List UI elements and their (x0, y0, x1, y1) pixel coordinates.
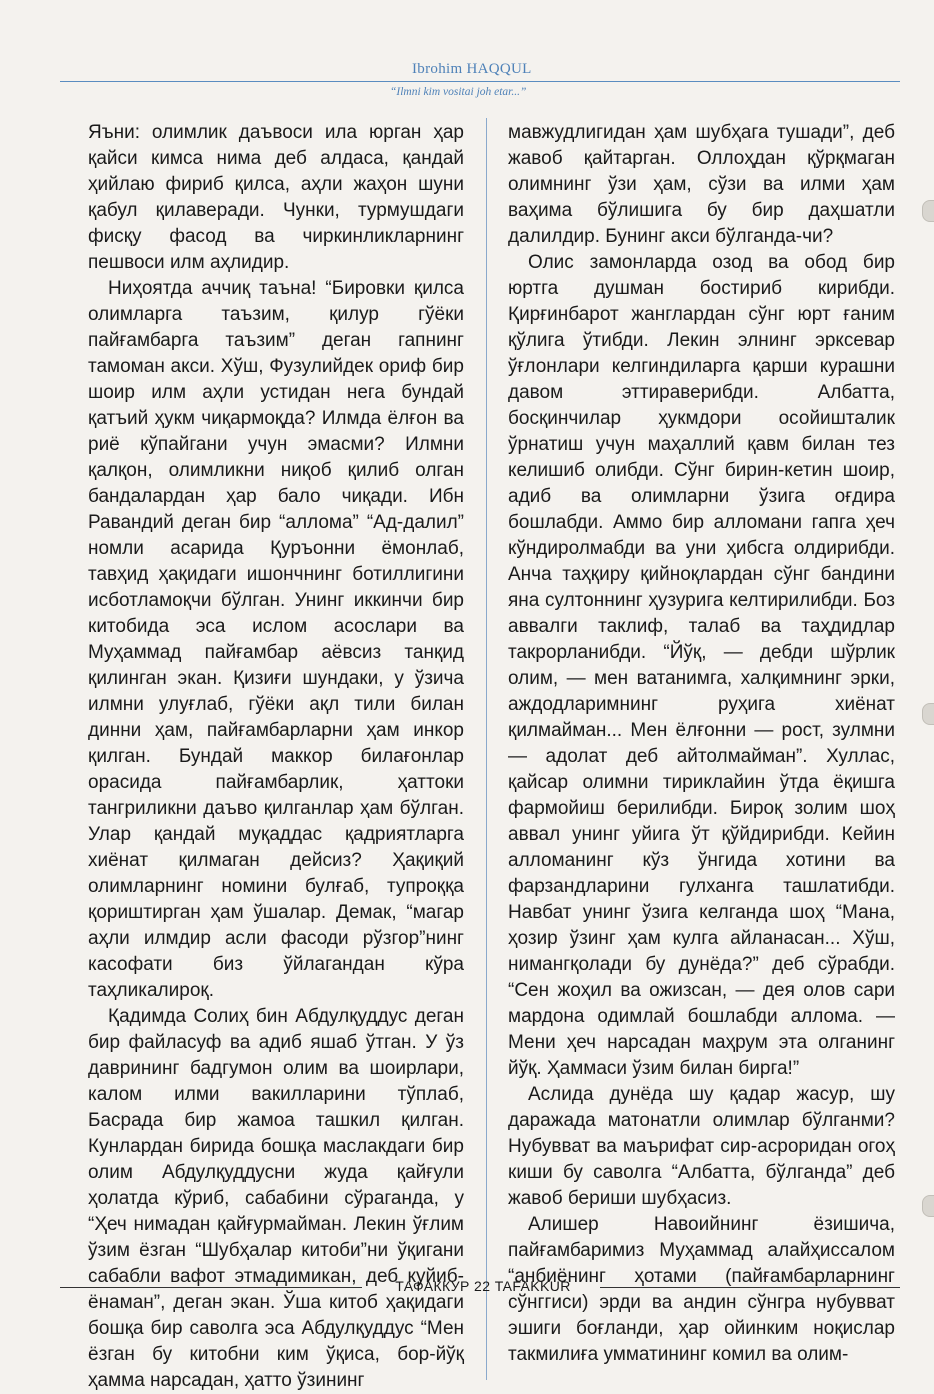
page-number: ТАФАККУР 22 TAFAKKUR (395, 1278, 571, 1294)
header-subtitle: “Ilmni kim vositai joh etar...” (390, 86, 527, 98)
paragraph: Аслида дунёда шу қадар жасур, шу даражада матонатли олимлар бўлганми? Нубувват ва маърифат сир-асроридан огоҳ киши бу саволга “Албатта, бўлганда” деб жавоб бериши шубҳасиз. (508, 1084, 895, 1209)
paragraph: Алишер Навоийнинг ёзишича, пайғамбаримиз Муҳаммад алайҳиссалом “анбиёнинг ҳотами (пайғамбарларнинг сўнггиси) эрди ва андин сўнгра нубувват эшиги боғланди, ҳар ойинким ноқислар такмилиға умматининг комил ва олим- (508, 1214, 895, 1365)
right-column (508, 120, 895, 1368)
header-author: Ibrohim HAQQUL (412, 61, 532, 77)
paragraph: мавжудлигидан ҳам шубҳага тушади”, деб жавоб қайтарган. Оллоҳдан қўрқмаган олимнинг ўзи ҳам, сўзи ва илми ҳам ваҳима бўлишига бу бир даҳшатли далилдир. Бунинг акси бўлганда-чи? (508, 122, 895, 247)
punch-hole (922, 1195, 934, 1217)
footer-rule-right (600, 1287, 900, 1288)
page-footer (60, 1276, 900, 1300)
header-rule (60, 81, 900, 82)
footer-rule-left (60, 1287, 362, 1288)
paragraph: Ниҳоятда аччиқ таъна! “Бировки қилса олимларга таъзим, қилур гўёки пайғамбарга таъзим” деган гапнинг тамоман акси. Хўш, Фузулийдек ориф бир шоир илм аҳли устидан нега бундай қатъий ҳукм чиқармоқда? Илмда ёлғон ва риё кўпайгани учун эмасми? Илмни қалқон, олимликни ниқоб қилиб олган бандалардан ҳар бало чиқади. Ибн Равандий деган бир “аллома” “Ад-далил” номли асарида Қуръонни ёмонлаб, тавҳид ҳақидаги ишончнинг ботиллигини исботламоқчи бўлган. Унинг иккинчи бир китобида эса ислом асослари ва Муҳаммад пайғамбар аёвсиз танқид қилинган экан. Қизиғи шундаки, у ўзича илмни улуғлаб, гўёки ақл тили билан динни ҳам, пайғамбарларни ҳам инкор қилган. Бундай маккор билағонлар орасида пайғамбарлик, ҳаттоки тангриликни даъво қилганлар ҳам бўлган. Улар қандай муқаддас қадриятларга хиёнат қилмаган дейсиз? Ҳақиқий олимларнинг номини булғаб, тупроққа қориштирган ҳам ўшалар. Демак, “магар аҳли илмдир асли фасоди рўзгор”нинг касофати биз ўйлагандан кўра таҳликалироқ. (88, 278, 464, 1001)
paragraph: Олис замонларда озод ва обод бир юртга душман бостириб кирибди. Қирғинбарот жанглардан сўнг юрт ғаним қўлига ўтибди. Лекин элнинг эрксевар ўғлонлари келгиндиларга қарши курашни давом эттираверибди. Албатта, босқинчилар ҳукмдори осойишталик ўрнатиш учун маҳаллий қавм билан тез келишиб олибди. Сўнг бирин-кетин шоир, адиб ва олимларни ўзига оғдира бошлабди. Аммо бир алломани гапга ҳеч кўндиролмабди ва уни ҳибсга олдирибди. Анча таҳқиру қийноқлардан сўнг бандини яна султоннинг ҳузурига келтирилибди. Боз аввалги таклиф, талаб ва таҳдидлар такрорланибди. “Йўқ, — дебди шўрлик олим, — мен ватанимга, халқимнинг эрки, аждодларимнинг руҳига хиёнат қилмайман... Мен ёлғонни — рост, зулмни — адолат деб айтолмайман”. Хуллас, қайсар олимни тириклайин ўтда ёқишга фармойиш берилибди. Бироқ золим шоҳ аввал унинг уйига ўт қўйдирибди. Кейин алломанинг кўз ўнгида хотини ва фарзандларини гулханга ташлатибди. Навбат унинг ўзига келганда шоҳ “Мана, ҳозир ўзинг ҳам кулга айланасан... Хўш, нимангқолади бу дунёда?” деб сўрабди. “Сен жоҳил ва ожизсан, — дея олов сари мардона одимлай бошлабди аллома. — Мени ҳеч нарсадан маҳрум эта олганинг йўқ. Ҳаммаси ўзим билан бирга!” (508, 252, 895, 1079)
left-column (88, 120, 464, 1394)
running-header (60, 58, 900, 118)
column-divider (486, 118, 487, 1380)
punch-hole (922, 200, 934, 222)
paragraph: Қадимда Солиҳ бин Абдулқуддус деган бир файласуф ва адиб яшаб ўтган. У ўз даврининг бадгумон олим ва шоирлари, калом илми вакилларини тўплаб, Басрада бир жамоа ташкил қилган. Кунлардан бирида бошқа маслакдаги бир олим Абдулқуддусни жуда қайғули ҳолатда кўриб, сабабини сўраганда, у “Ҳеч нимадан қайғурмайман. Лекин ўғлим ўзим ёзган “Шубҳалар китоби”ни ўқигани сабабли вафот этмадимикан, деб куйиб-ёнаман”, деган экан. Ўша китоб ҳақидаги бошқа бир саволга эса Абдулқуддус “Мен ёзган бу китобни ким ўқиса, бор-йўқ ҳамма нарсадан, ҳатто ўзининг (88, 1006, 464, 1391)
punch-hole (922, 703, 934, 725)
paragraph: Яъни: олимлик даъвоси ила юрган ҳар қайси кимса нима деб алдаса, қандай ҳийлаю фириб қилса, аҳли жаҳон шуни қабул қилаверади. Чунки, турмушдаги фисқу фасод ва чиркинликларнинг пешвоси илм аҳлидир. (88, 122, 464, 273)
